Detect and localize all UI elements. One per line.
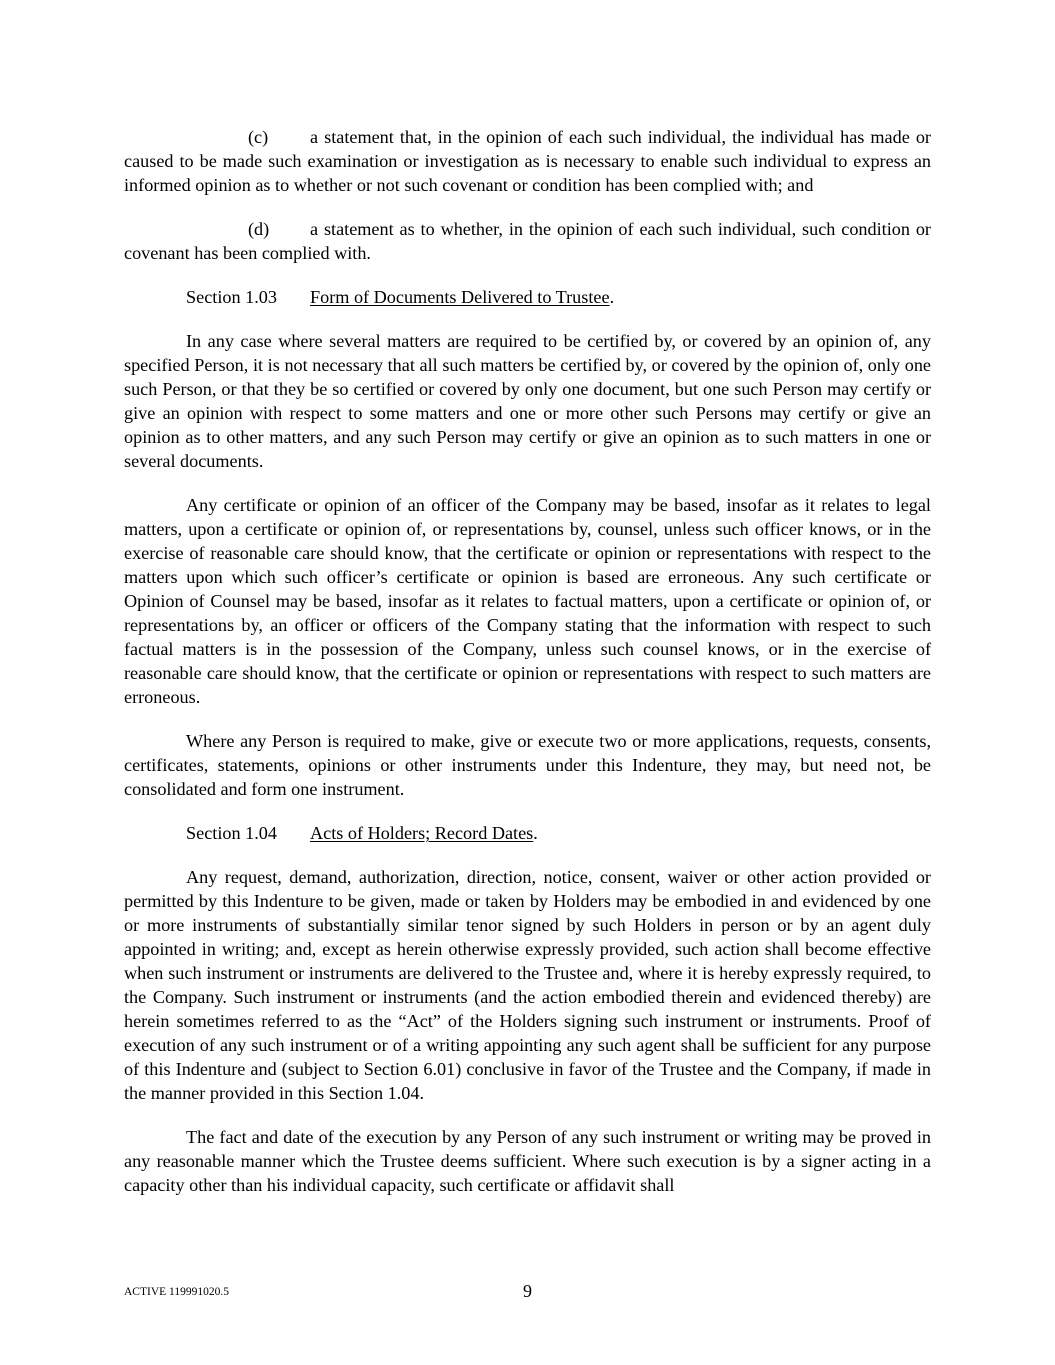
section-1-03-heading: Section 1.03 Form of Documents Delivered to Trustee. [186,287,615,307]
section-1-03-paragraph-2: Any certificate or opinion of an officer of the Company may be based, insofar as it relates to legal matters, upon a certificate or opinion of, or representations by, counsel, unless such officer knows, or in the exercise of reasonable care should know, that the certificate or opinion or representations with respect to the matters upon which such officer’s certificate or opinion is based are erroneous. Any such certificate or Opinion of Counsel may be based, insofar as it relates to factual matters, upon a certificate or opinion of, or representations by, an officer or officers of the Company stating that the information with respect to such factual matters is in the possession of the Company, unless such counsel knows, or in the exercise of reasonable care should know, that the certificate or opinion or representations with respect to such matters are erroneous. [124,495,931,707]
clause-d [124,217,931,265]
clause-d-text: a statement as to whether, in the opinion of each such individual, such condition or covenant has been complied with. [124,219,931,263]
section-1-04-heading: Section 1.04 Acts of Holders; Record Dates. [186,823,538,843]
section-1-03-paragraph-3: Where any Person is required to make, give or execute two or more applications, requests, consents, certificates, statements, opinions or other instruments under this Indenture, they may, but need not, be consolidated and form one instrument. [124,731,931,799]
section-1-03-paragraph-1: In any case where several matters are required to be certified by, or covered by an opinion of, any specified Person, it is not necessary that all such matters be certified by, or covered by the opinion of, only one such Person, or that they be so certified or covered by only one document, but one such Person may certify or give an opinion with respect to some matters and one or more other such Persons may certify or give an opinion as to other matters, and any such Person may certify or give an opinion as to such matters in one or several documents. [124,331,931,471]
clause-d-marker: (d) [248,219,270,239]
section-1-04-paragraph-1: Any request, demand, authorization, direction, notice, consent, waiver or other action provided or permitted by this Indenture to be given, made or taken by Holders may be embodied in and evidenced by one or more instruments of substantially similar tenor signed by such Holders in person or by an agent duly appointed in writing; and, except as herein otherwise expressly provided, such action shall become effective when such instrument or instruments are delivered to the Trustee and, where it is hereby expressly required, to the Company. Such instrument or instruments (and the action embodied therein and evidenced thereby) are herein sometimes referred to as the “Act” of the Holders signing such instrument or instruments. Proof of execution of any such instrument or of a writing appointing any such agent shall be sufficient for any purpose of this Indenture and (subject to Section 6.01) conclusive in favor of the Trustee and the Company, if made in the manner provided in this Section 1.04. [124,867,931,1103]
footer-page-number: 9 [523,1281,532,1301]
clause-c [124,125,931,197]
section-1-03-title: Form of Documents Delivered to Trustee [310,287,610,307]
section-1-04-number: Section 1.04 [186,823,277,843]
clause-c-text: a statement that, in the opinion of each such individual, the individual has made or caused to be made such examination or investigation as is necessary to enable such individual to express an informed opinion as to whether or not such covenant or condition has been complied with; and [124,127,931,195]
document-body [124,125,931,1217]
clause-c-marker: (c) [248,127,269,147]
section-1-04-paragraph-2: The fact and date of the execution by any Person of any such instrument or writing may be proved in any reasonable manner which the Trustee deems sufficient. Where such execution is by a signer acting in a capacity other than his individual capacity, such certificate or affidavit shall [124,1127,931,1195]
section-1-04-title: Acts of Holders; Record Dates [310,823,534,843]
footer-document-id: ACTIVE 119991020.5 [124,1286,229,1298]
section-1-03-number: Section 1.03 [186,287,277,307]
